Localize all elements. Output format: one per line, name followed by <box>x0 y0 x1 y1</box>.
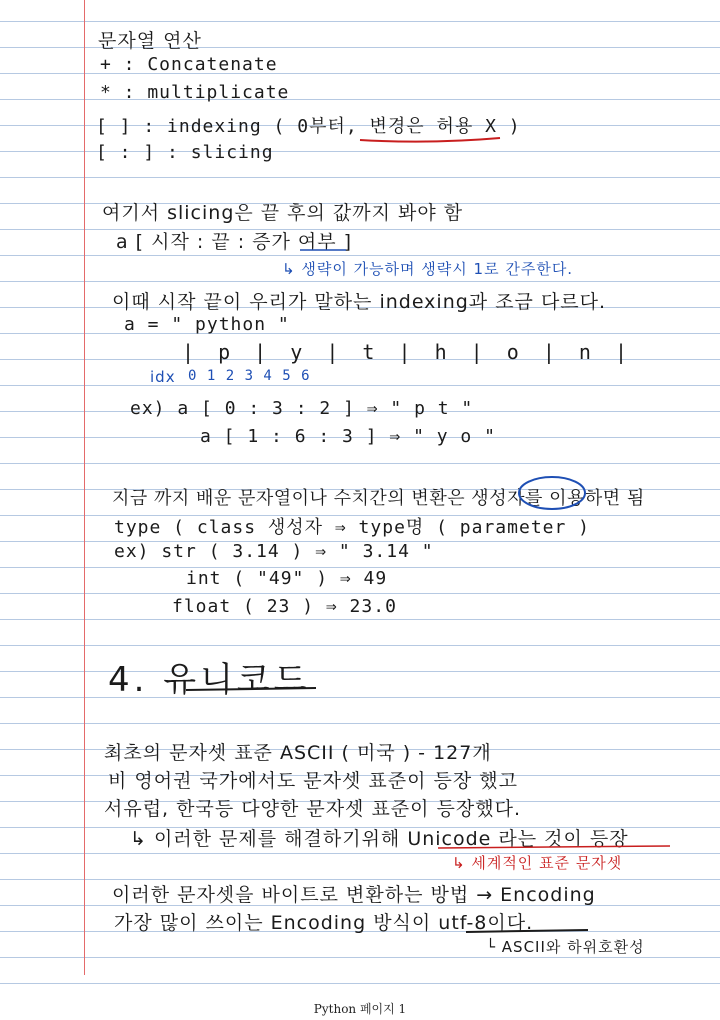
line-slicing: [ : ] : slicing <box>96 142 274 163</box>
page-footer: Python 페이지 1 <box>313 1002 407 1016</box>
line-python-string: a = " python " <box>124 314 290 335</box>
line-index-diff: 이때 시작 끝이 우리가 말하는 indexing과 조금 다르다. <box>112 291 607 313</box>
margin-line <box>84 0 85 975</box>
title-string-ops: 문자열 연산 <box>98 30 202 52</box>
example-int: int ( "49" ) ⇒ 49 <box>186 568 388 589</box>
line-encoding: 이러한 문자셋을 바이트로 변환하는 방법 → Encoding <box>112 884 596 906</box>
line-type-constructor: type ( class 생성자 ⇒ type명 ( parameter ) <box>114 517 591 538</box>
example-slice-1: ex) a [ 0 : 3 : 2 ] ⇒ " p t " <box>130 398 474 419</box>
idx-numbers: 0 1 2 3 4 5 6 <box>188 368 311 384</box>
note-default-step: ↳ 생략이 가능하며 생략시 1로 간주한다. <box>282 260 574 278</box>
example-slice-2: a [ 1 : 6 : 3 ] ⇒ " y o " <box>200 426 496 447</box>
note-world-standard: ↳ 세계적인 표준 문자셋 <box>452 854 623 872</box>
note-ascii-compat: └ ASCII와 하위호환성 <box>486 938 645 956</box>
example-str: ex) str ( 3.14 ) ⇒ " 3.14 " <box>114 541 434 562</box>
index-diagram: | p | y | t | h | o | n | <box>182 340 634 364</box>
example-float: float ( 23 ) ⇒ 23.0 <box>172 596 397 617</box>
heading-unicode: 4. 유니코드 <box>108 660 311 700</box>
line-indexing: [ ] : indexing ( 0부터, 변경은 허용 X ) <box>96 116 521 137</box>
line-concatenate: + : Concatenate <box>100 54 278 75</box>
line-multiplicate: * : multiplicate <box>100 82 290 103</box>
line-unicode-appeared: ↳ 이러한 문제를 해결하기위해 Unicode 라는 것이 등장 <box>130 828 629 850</box>
line-non-english: 비 영어권 국가에서도 문자셋 표준이 등장 했고 <box>108 770 518 792</box>
line-ascii: 최초의 문자셋 표준 ASCII ( 미국 ) - 127개 <box>104 742 492 764</box>
line-slicing-note: 여기서 slicing은 끝 후의 값까지 봐야 함 <box>102 202 464 224</box>
idx-label: idx <box>150 368 176 386</box>
line-utf8: 가장 많이 쓰이는 Encoding 방식이 utf-8이다. <box>114 912 534 934</box>
line-slice-syntax: a [ 시작 : 끝 : 증가 여부 ] <box>116 231 353 253</box>
red-underline-mark <box>360 138 500 142</box>
line-conversion: 지금 까지 배운 문자열이나 수치간의 변환은 생성자를 이용하면 됨 <box>112 488 645 509</box>
line-western-europe: 서유럽, 한국등 다양한 문자셋 표준이 등장했다. <box>104 798 522 820</box>
